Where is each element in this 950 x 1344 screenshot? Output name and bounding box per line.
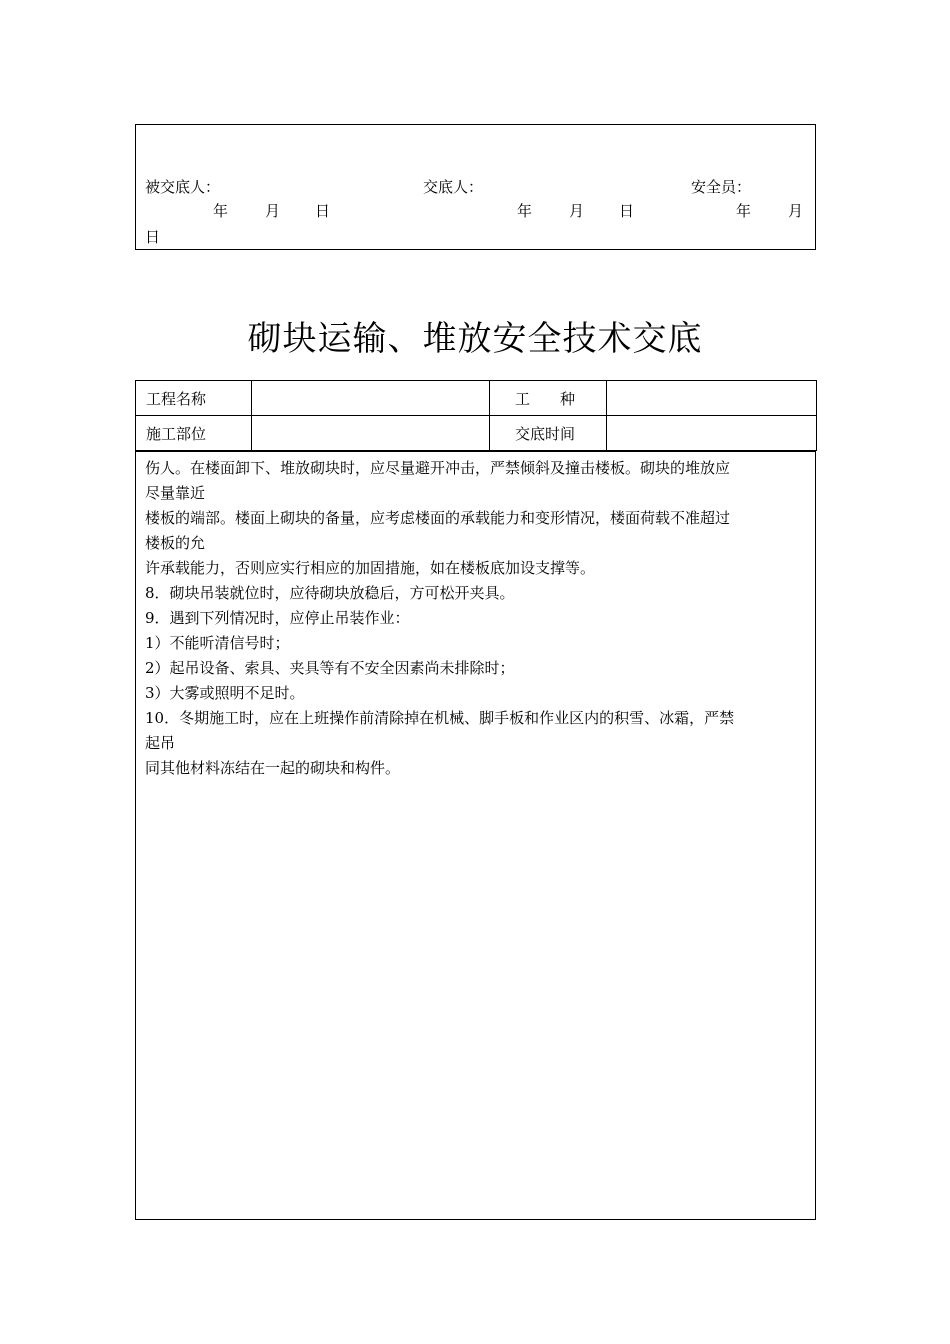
info-table	[135, 380, 817, 451]
trade-label: 工 种	[490, 381, 607, 416]
content-line: 10．冬期施工时，应在上班操作前清除掉在机械、脚手板和作业区内的积雪、冰霜，严禁	[145, 709, 735, 727]
table-row	[136, 416, 817, 451]
project-name-label: 工程名称	[136, 381, 252, 416]
content-line: 2）起吊设备、索具、夹具等有不安全因素尚未排除时；	[145, 659, 515, 677]
content-line: 尽量靠近	[145, 484, 206, 502]
content-line: 楼板的端部。楼面上砌块的备量，应考虑楼面的承载能力和变形情况，楼面荷载不准超过	[145, 509, 731, 527]
content-line: 伤人。在楼面卸下、堆放砌块时，应尽量避开冲击，严禁倾斜及撞击楼板。砌块的堆放应	[145, 459, 731, 477]
content-text	[145, 456, 805, 781]
project-name-field[interactable]	[252, 381, 490, 416]
content-line: 9．遇到下列情况时，应停止吊装作业：	[145, 609, 410, 627]
content-line: 3）大雾或照明不足时。	[145, 684, 305, 702]
receiver-year: 年	[213, 202, 229, 220]
discloser-day: 日	[619, 202, 635, 220]
trade-field[interactable]	[607, 381, 817, 416]
content-line: 楼板的允	[145, 534, 206, 552]
location-field[interactable]	[252, 416, 490, 451]
discloser-year: 年	[517, 202, 533, 220]
location-label: 施工部位	[136, 416, 252, 451]
receiver-month: 月	[265, 202, 281, 220]
safety-year: 年	[736, 202, 752, 220]
document-title: 砌块运输、堆放安全技术交底	[247, 319, 703, 359]
time-label: 交底时间	[490, 416, 607, 451]
content-line: 8．砌块吊装就位时，应待砌块放稳后，方可松开夹具。	[145, 584, 515, 602]
content-line: 起吊	[145, 734, 176, 752]
time-field[interactable]	[607, 416, 817, 451]
safety-month: 月	[788, 202, 804, 220]
receiver-day: 日	[315, 202, 331, 220]
content-line: 同其他材料冻结在一起的砌块和构件。	[145, 759, 401, 777]
content-line: 许承载能力，否则应实行相应的加固措施，如在楼板底加设支撑等。	[145, 559, 596, 577]
discloser-month: 月	[569, 202, 585, 220]
discloser-label: 交底人：	[423, 178, 484, 196]
table-row	[136, 381, 817, 416]
content-line: 1）不能听清信号时；	[145, 634, 290, 652]
safety-officer-label: 安全员：	[691, 178, 752, 196]
receiver-label: 被交底人：	[145, 178, 221, 196]
safety-day: 日	[145, 228, 161, 246]
